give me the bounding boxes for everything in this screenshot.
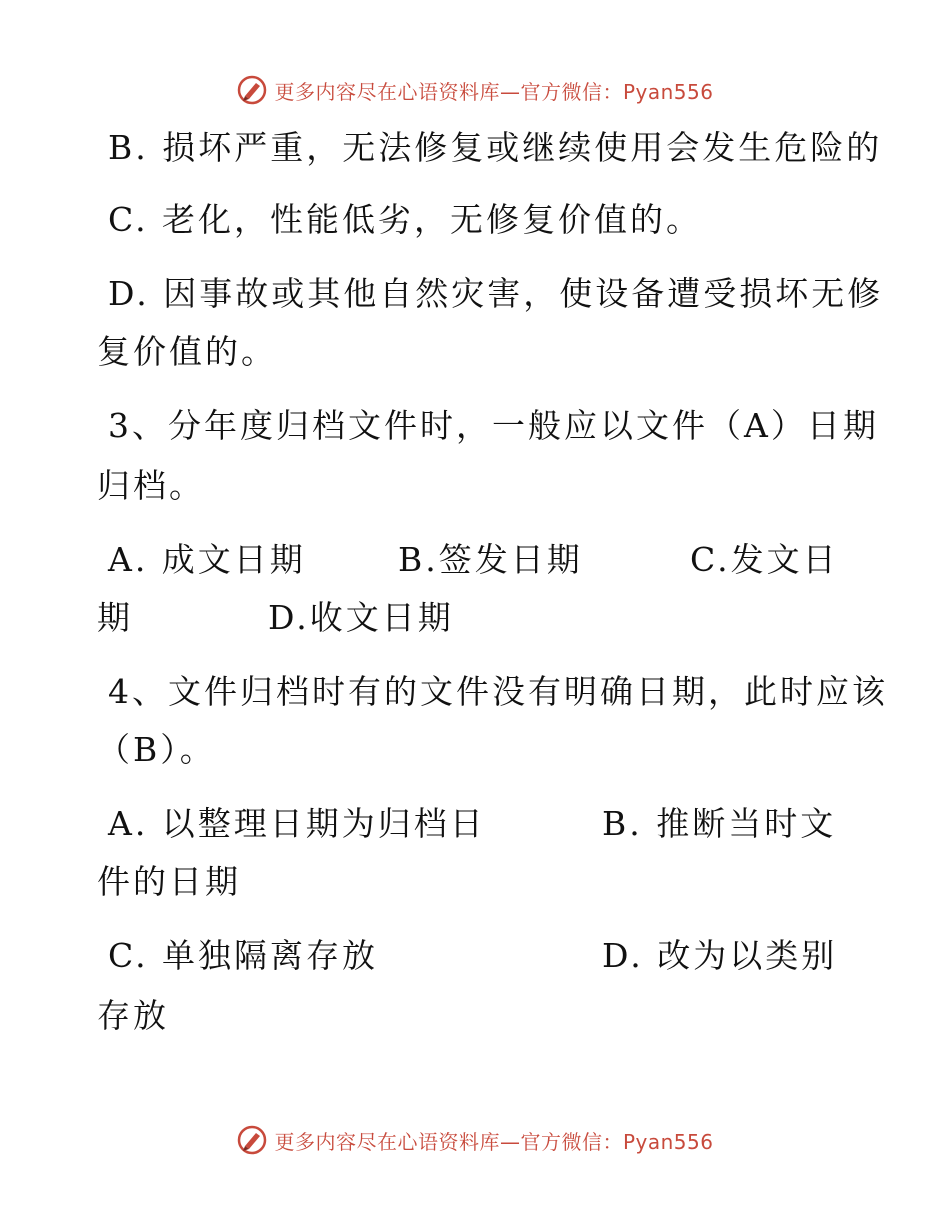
q4-option-a: A. 以整理日期为归档日 xyxy=(108,804,486,843)
watermark-text: 更多内容尽在心语资料库—官方微信：Pyan556 xyxy=(274,1129,714,1154)
q4-option-c: C. 单独隔离存放 xyxy=(108,936,379,975)
q4-stem-line2: （B）。 xyxy=(97,730,216,769)
q2-option-d-line1: D. 因事故或其他自然灾害，使设备遭受损坏无修 xyxy=(108,274,884,313)
pen-logo-icon xyxy=(236,74,268,106)
q3-option-d: D.收文日期 xyxy=(268,598,454,637)
q4-option-d-part1: D. 改为以类别 xyxy=(602,936,838,975)
q3-option-b: B.签发日期 xyxy=(398,540,583,579)
pen-logo-icon xyxy=(236,1124,268,1156)
q3-stem-line1: 3、分年度归档文件时，一般应以文件（A）日期 xyxy=(108,406,879,445)
q3-stem-line2: 归档。 xyxy=(97,466,205,505)
q2-option-c: C. 老化，性能低劣，无修复价值的。 xyxy=(108,200,703,239)
q2-option-b: B. 损坏严重，无法修复或继续使用会发生危险的 xyxy=(108,128,883,167)
watermark-text: 更多内容尽在心语资料库—官方微信：Pyan556 xyxy=(274,79,714,104)
q2-option-d-line2: 复价值的。 xyxy=(97,332,277,371)
q4-option-b-part2: 件的日期 xyxy=(97,862,241,901)
q3-option-c-part2: 期 xyxy=(97,598,133,637)
q3-option-c-part1: C.发文日 xyxy=(690,540,839,579)
header-watermark xyxy=(0,70,950,110)
q4-option-d-part2: 存放 xyxy=(97,996,169,1035)
q4-option-b-part1: B. 推断当时文 xyxy=(602,804,837,843)
q4-stem-line1: 4、文件归档时有的文件没有明确日期，此时应该 xyxy=(108,672,888,711)
footer-watermark xyxy=(0,1120,950,1160)
q3-option-a: A. 成文日期 xyxy=(108,540,306,579)
